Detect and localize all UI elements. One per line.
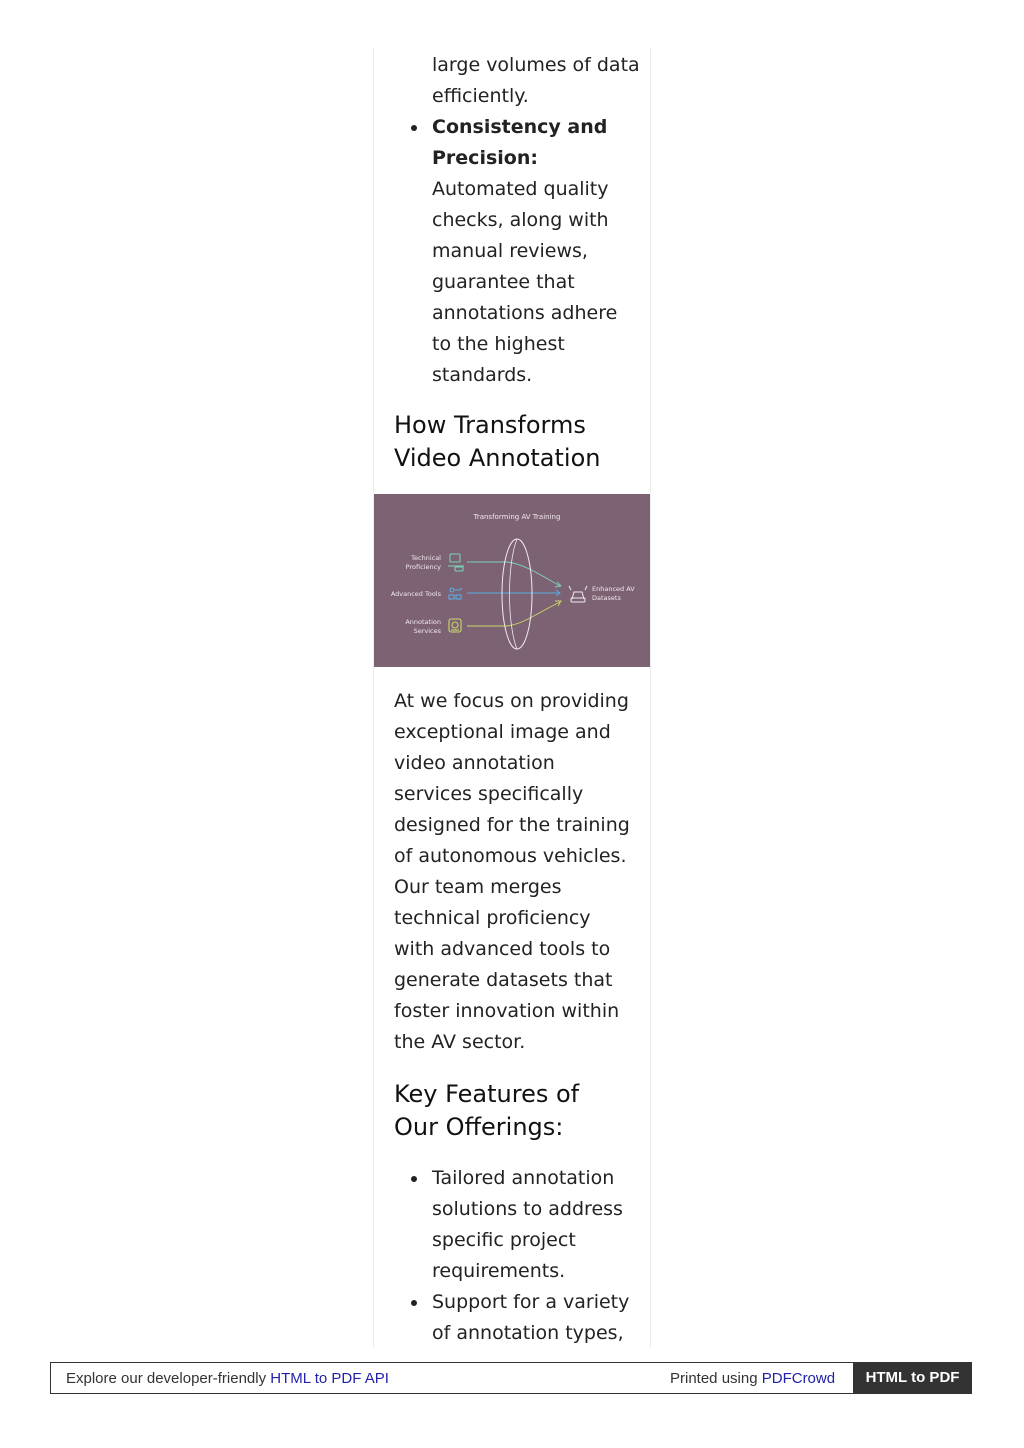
list-item-text: Automated quality checks, along with manual reviews, guarantee that annotations adhere to the highest standards.	[432, 178, 618, 386]
intro-paragraph: At we focus on providing exceptional image and video annotation services specifically designed for the training of autonomous vehicles. Our team merges technical proficiency with advanced tools to generate datasets that foster innovation within the AV sector.	[394, 690, 630, 1053]
list-item-text-wrapper	[432, 112, 640, 391]
footer-mid	[670, 1370, 835, 1387]
flow-line-annotation	[467, 602, 560, 626]
computer-icon	[448, 554, 464, 571]
lens-shape	[502, 539, 532, 649]
list-item	[374, 1163, 650, 1287]
figure-label-enhanced-av-datasets: Enhanced AV Datasets	[592, 585, 635, 602]
figure-label-advanced-tools: Advanced Tools	[390, 590, 441, 598]
list-item-text: large volumes of data efficiently.	[432, 54, 640, 107]
list-item	[374, 1287, 650, 1348]
list-item-bold-label: Consistency and Precision:	[432, 116, 608, 169]
html-to-pdf-api-link[interactable]: HTML to PDF API	[270, 1370, 389, 1387]
pdfcrowd-link[interactable]: PDFCrowd	[761, 1370, 836, 1387]
figure-title: Transforming AV Training	[473, 513, 561, 521]
list-item	[374, 50, 650, 112]
footer-left	[66, 1370, 389, 1387]
lens-edge	[510, 539, 518, 649]
section-heading: Key Features of Our Offerings:	[394, 1080, 580, 1141]
car-dataset-icon	[569, 586, 587, 602]
bullet-dot	[411, 125, 417, 131]
list-item-text: Support for a variety of annotation types,	[432, 1291, 630, 1344]
tools-icon	[449, 588, 462, 599]
tagging-icon	[449, 619, 461, 632]
footer-left-text: Explore our developer-friendly	[66, 1370, 267, 1387]
flow-arrow-annotation	[555, 601, 561, 606]
infographic-figure	[374, 494, 650, 667]
features-list	[374, 1163, 650, 1348]
figure-label-annotation-services: Annotation Services	[405, 618, 441, 635]
flow-line-technical	[467, 562, 560, 586]
html-to-pdf-badge-button[interactable]: HTML to PDF	[853, 1362, 972, 1394]
bullet-dot	[411, 1176, 417, 1182]
bullet-dot	[411, 1300, 417, 1306]
footer-mid-text: Printed using	[670, 1370, 758, 1387]
list-item-text: Tailored annotation solutions to address specific project requirements.	[432, 1167, 623, 1282]
section-heading: How Transforms Video Annotation	[394, 411, 601, 472]
benefits-list	[374, 50, 650, 391]
article-column	[373, 48, 651, 1348]
pdfcrowd-footer	[50, 1362, 972, 1394]
infographic-svg	[374, 494, 650, 667]
list-item	[374, 112, 650, 391]
figure-label-technical-proficiency: Technical Proficiency	[405, 554, 441, 571]
